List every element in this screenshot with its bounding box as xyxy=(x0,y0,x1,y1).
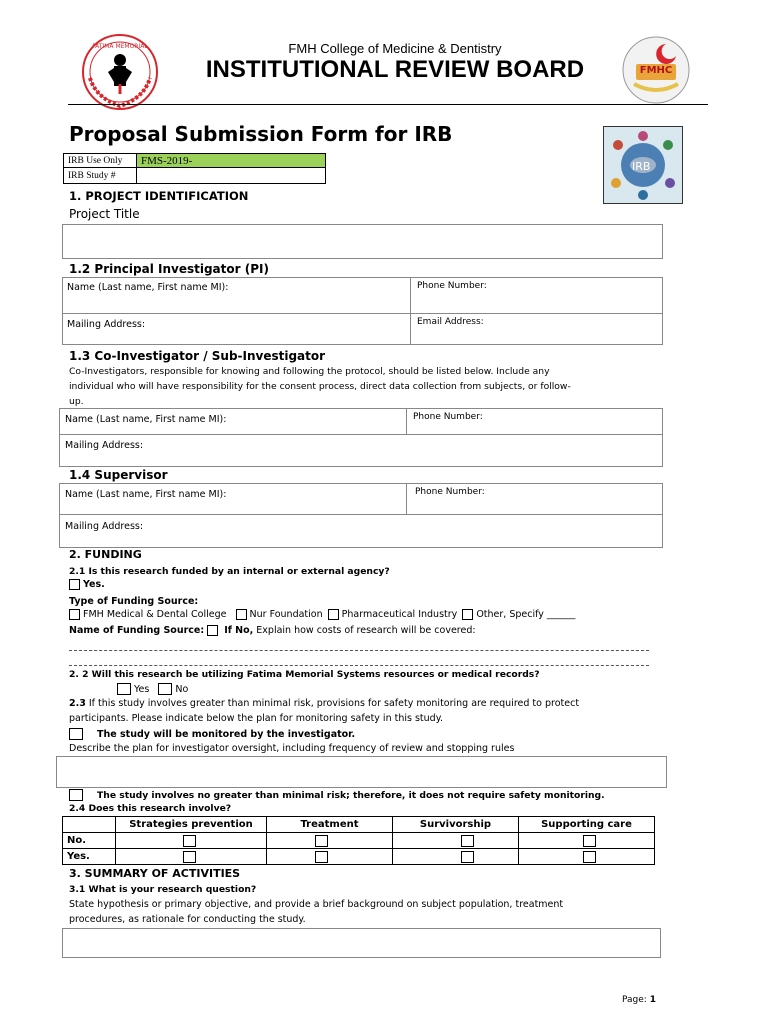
involve-header-survivorship: Survivorship xyxy=(393,817,519,833)
option-fmh-checkbox[interactable] xyxy=(69,609,80,620)
fmhc-logo-text: FMHC xyxy=(639,65,673,76)
funding-name-label: Name of Funding Source: xyxy=(69,625,205,636)
svg-text:FATIMA MEMORIAL: FATIMA MEMORIAL xyxy=(92,43,148,50)
fmh-seal-logo xyxy=(80,32,160,112)
supervisor-heading: 1.4 Supervisor xyxy=(69,468,168,482)
irb-illustration xyxy=(603,126,683,204)
q23-line2: participants. Please indicate below the plan for monitoring safety in this study. xyxy=(69,713,443,724)
funding-heading: 2. FUNDING xyxy=(69,548,142,561)
board-title: INSTITUTIONAL REVIEW BOARD xyxy=(205,56,585,83)
option-fmh-label: FMH Medical & Dental College xyxy=(83,609,227,620)
irb-study-label: IRB Study # xyxy=(64,168,137,184)
option-nur[interactable] xyxy=(236,609,323,620)
option-nur-checkbox[interactable] xyxy=(236,609,247,620)
involve-yes-supporting[interactable] xyxy=(519,849,655,865)
irb-use-table xyxy=(63,153,326,184)
q22-yes-option[interactable] xyxy=(117,684,149,695)
funding-name-checkbox[interactable] xyxy=(207,625,218,636)
option-pharma-checkbox[interactable] xyxy=(328,609,339,620)
checkbox[interactable] xyxy=(583,835,596,847)
q21-yes-checkbox[interactable] xyxy=(69,579,80,590)
minimal-risk-option[interactable] xyxy=(69,789,605,801)
q31-text: 3.1 What is your research question? xyxy=(69,884,257,895)
involve-yes-treatment[interactable] xyxy=(267,849,393,865)
funding-name-row xyxy=(69,625,476,636)
q23-text-1: If this study involves greater than minimal risk, provisions for safety monitoring are required to protect xyxy=(85,698,580,709)
checkbox[interactable] xyxy=(183,851,196,863)
q22-no-label: No xyxy=(175,683,189,695)
summary-desc-line2: procedures, as rationale for conducting the study. xyxy=(69,914,306,925)
summary-heading: 3. SUMMARY OF ACTIVITIES xyxy=(69,867,241,880)
header-rule xyxy=(68,104,708,105)
q22-yes-label: Yes xyxy=(134,683,150,695)
coi-desc-line2: individual who will have responsibility for the consent process, direct data collection from subjects, or follow- xyxy=(69,381,571,392)
project-title-label: Project Title xyxy=(69,207,140,221)
q21-text: 2.1 Is this research funded by an internal or external agency? xyxy=(69,566,390,577)
option-pharma[interactable] xyxy=(328,609,458,620)
supervisor-name-field[interactable] xyxy=(59,483,407,515)
coi-desc-line3: up. xyxy=(69,396,84,407)
pi-mailing-label: Mailing Address: xyxy=(67,319,146,330)
option-other[interactable] xyxy=(462,609,575,620)
involve-row-no-label: No. xyxy=(63,833,116,849)
involve-header-treatment: Treatment xyxy=(267,817,393,833)
form-title: Proposal Submission Form for IRB xyxy=(69,122,453,146)
involve-yes-survivorship[interactable] xyxy=(393,849,519,865)
coi-desc-line1: Co-Investigators, responsible for knowing and following the protocol, should be listed below. Include any xyxy=(69,366,550,377)
pi-name-field[interactable] xyxy=(62,277,411,314)
checkbox[interactable] xyxy=(461,835,474,847)
coi-heading: 1.3 Co-Investigator / Sub-Investigator xyxy=(69,349,326,363)
if-no-text: Explain how costs of research will be covered: xyxy=(253,625,476,636)
supervisor-phone-field[interactable] xyxy=(406,483,663,515)
supervisor-phone-label: Phone Number: xyxy=(415,487,485,497)
funding-explain-line-2[interactable] xyxy=(69,665,649,666)
pi-phone-label: Phone Number: xyxy=(417,281,487,291)
involve-header-prevention: Strategies prevention xyxy=(116,817,267,833)
q22-text: 2. 2 Will this research be utilizing Fatima Memorial Systems resources or medical records? xyxy=(69,669,540,680)
irb-use-only-value[interactable]: FMS-2019- xyxy=(137,154,326,168)
involve-header-supporting: Supporting care xyxy=(519,817,655,833)
funding-type-label: Type of Funding Source: xyxy=(69,596,199,607)
checkbox[interactable] xyxy=(583,851,596,863)
research-question-field[interactable] xyxy=(62,928,661,958)
irb-use-only-label: IRB Use Only xyxy=(64,154,137,168)
q24-text: 2.4 Does this research involve? xyxy=(69,803,232,814)
irb-illustration-label: IRB xyxy=(632,160,651,173)
coi-mailing-field[interactable] xyxy=(59,434,663,467)
funding-explain-line-1[interactable] xyxy=(69,650,649,651)
q21-yes-label: Yes. xyxy=(83,579,105,590)
option-other-label: Other, Specify ______ xyxy=(476,609,576,620)
section1-heading: 1. PROJECT IDENTIFICATION xyxy=(69,189,249,203)
q21-yes-option[interactable] xyxy=(69,579,105,590)
funding-options xyxy=(69,609,575,620)
supervisor-mailing-field[interactable] xyxy=(59,514,663,548)
checkbox[interactable] xyxy=(315,851,328,863)
page-num: 1 xyxy=(649,995,656,1005)
checkbox[interactable] xyxy=(461,851,474,863)
page-number xyxy=(622,995,656,1005)
coi-phone-label: Phone Number: xyxy=(413,412,483,422)
supervisor-name-label: Name (Last name, First name MI): xyxy=(65,489,227,500)
summary-desc-line1: State hypothesis or primary objective, and provide a brief background on subject population, treatment xyxy=(69,899,564,910)
q22-yes-checkbox[interactable] xyxy=(117,683,131,695)
option-pharma-label: Pharmaceutical Industry xyxy=(341,609,458,620)
minimal-risk-checkbox[interactable] xyxy=(69,789,83,801)
coi-phone-field[interactable] xyxy=(406,408,663,435)
q23-number: 2.3 xyxy=(69,698,86,709)
monitored-label: The study will be monitored by the investigator. xyxy=(97,728,356,740)
oversight-plan-field[interactable] xyxy=(56,756,667,788)
project-title-field[interactable] xyxy=(62,224,663,259)
pi-mailing-field[interactable] xyxy=(62,313,411,345)
option-fmh[interactable] xyxy=(69,609,227,620)
college-name: FMH College of Medicine & Dentistry xyxy=(288,41,502,56)
supervisor-mailing-label: Mailing Address: xyxy=(65,521,144,532)
pi-phone-field[interactable] xyxy=(410,277,663,314)
involve-corner-cell xyxy=(63,817,116,833)
pi-email-field[interactable] xyxy=(410,313,663,345)
involve-no-supporting[interactable] xyxy=(519,833,655,849)
option-other-checkbox[interactable] xyxy=(462,609,473,620)
coi-name-field[interactable] xyxy=(59,408,407,435)
q22-options xyxy=(117,683,188,695)
q23-line1 xyxy=(69,698,579,709)
page-label: Page: xyxy=(622,995,647,1005)
fmhc-logo xyxy=(620,34,692,106)
pi-name-label: Name (Last name, First name MI): xyxy=(67,282,229,293)
involve-row-yes-label: Yes. xyxy=(63,849,116,865)
option-nur-label: Nur Foundation xyxy=(249,609,323,620)
oversight-describe: Describe the plan for investigator oversight, including frequency of review and stopping rules xyxy=(69,743,515,754)
pi-email-label: Email Address: xyxy=(417,317,484,327)
pi-heading: 1.2 Principal Investigator (PI) xyxy=(69,262,269,276)
if-no-label: If No, xyxy=(224,625,254,636)
q22-no-option[interactable] xyxy=(158,684,188,695)
involve-no-prevention[interactable] xyxy=(116,833,267,849)
involve-yes-prevention[interactable] xyxy=(116,849,267,865)
involve-table xyxy=(62,816,655,865)
q22-no-checkbox[interactable] xyxy=(158,683,172,695)
coi-mailing-label: Mailing Address: xyxy=(65,440,144,451)
involve-no-treatment[interactable] xyxy=(267,833,393,849)
monitored-option[interactable] xyxy=(69,728,355,740)
irb-study-field[interactable] xyxy=(137,168,326,184)
monitored-checkbox[interactable] xyxy=(69,728,83,740)
checkbox[interactable] xyxy=(183,835,196,847)
minimal-risk-label: The study involves no greater than minimal risk; therefore, it does not require safety monitoring. xyxy=(97,789,605,801)
checkbox[interactable] xyxy=(315,835,328,847)
coi-name-label: Name (Last name, First name MI): xyxy=(65,414,227,425)
involve-no-survivorship[interactable] xyxy=(393,833,519,849)
